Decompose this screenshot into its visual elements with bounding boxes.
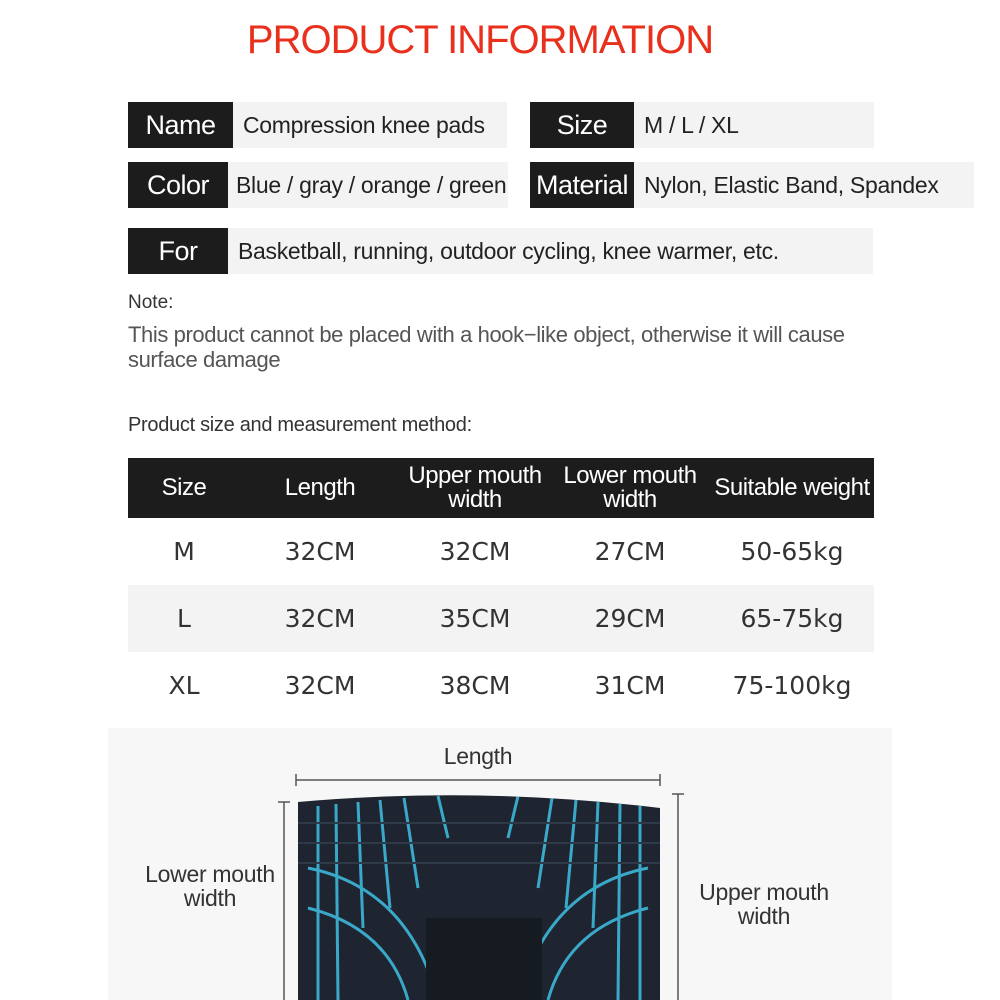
header-size: Size (161, 474, 207, 501)
cell-lower-width: 31CM (594, 671, 666, 700)
header-lower-width: Lower mouth width (563, 462, 697, 513)
size-section-title: Product size and measurement method: (128, 414, 472, 436)
lower-width-label: Lower mouth width (145, 861, 275, 911)
header-weight: Suitable weight (714, 474, 870, 501)
knee-patch (426, 918, 542, 1000)
upper-width-label: Upper mouth width (699, 879, 829, 929)
header-length: Length (284, 474, 356, 501)
spec-value-material: Nylon, Elastic Band, Spandex (634, 162, 974, 208)
note-title: Note: (128, 292, 174, 313)
length-label: Length (443, 743, 513, 769)
table-header (128, 458, 874, 518)
header-upper-width: Upper mouth width (408, 462, 542, 513)
page-title: PRODUCT INFORMATION (246, 18, 714, 62)
cell-size: M (173, 537, 195, 566)
cell-length: 32CM (284, 537, 356, 566)
cell-upper-width: 35CM (439, 604, 511, 633)
spec-label-name: Name (128, 102, 233, 148)
spec-row-size (530, 102, 874, 148)
cell-weight: 65-75kg (740, 604, 844, 633)
table-row (128, 652, 874, 719)
cell-weight: 50-65kg (740, 537, 844, 566)
table-row (128, 585, 874, 652)
note-text: This product cannot be placed with a hook−like object, otherwise it will cause surface damage (128, 322, 845, 372)
cell-size: L (177, 604, 191, 633)
spec-value-name: Compression knee pads (233, 102, 507, 148)
cell-length: 32CM (284, 671, 356, 700)
cell-weight: 75-100kg (732, 671, 852, 700)
measurement-diagram (108, 728, 892, 1000)
size-table (128, 458, 874, 719)
spec-label-color: Color (128, 162, 228, 208)
cell-upper-width: 38CM (439, 671, 511, 700)
spec-label-size: Size (530, 102, 634, 148)
spec-value-size: M / L / XL (634, 102, 874, 148)
cell-size: XL (168, 671, 200, 700)
spec-row-material (530, 162, 974, 208)
table-row (128, 518, 874, 585)
cell-lower-width: 27CM (594, 537, 666, 566)
spec-row-name (128, 102, 507, 148)
spec-label-material: Material (530, 162, 634, 208)
cell-length: 32CM (284, 604, 356, 633)
spec-label-for: For (128, 228, 228, 274)
cell-upper-width: 32CM (439, 537, 511, 566)
spec-row-color (128, 162, 508, 208)
spec-value-color: Blue / gray / orange / green (228, 162, 508, 208)
cell-lower-width: 29CM (594, 604, 666, 633)
spec-value-for: Basketball, running, outdoor cycling, knee warmer, etc. (228, 228, 873, 274)
spec-row-for (128, 228, 873, 274)
